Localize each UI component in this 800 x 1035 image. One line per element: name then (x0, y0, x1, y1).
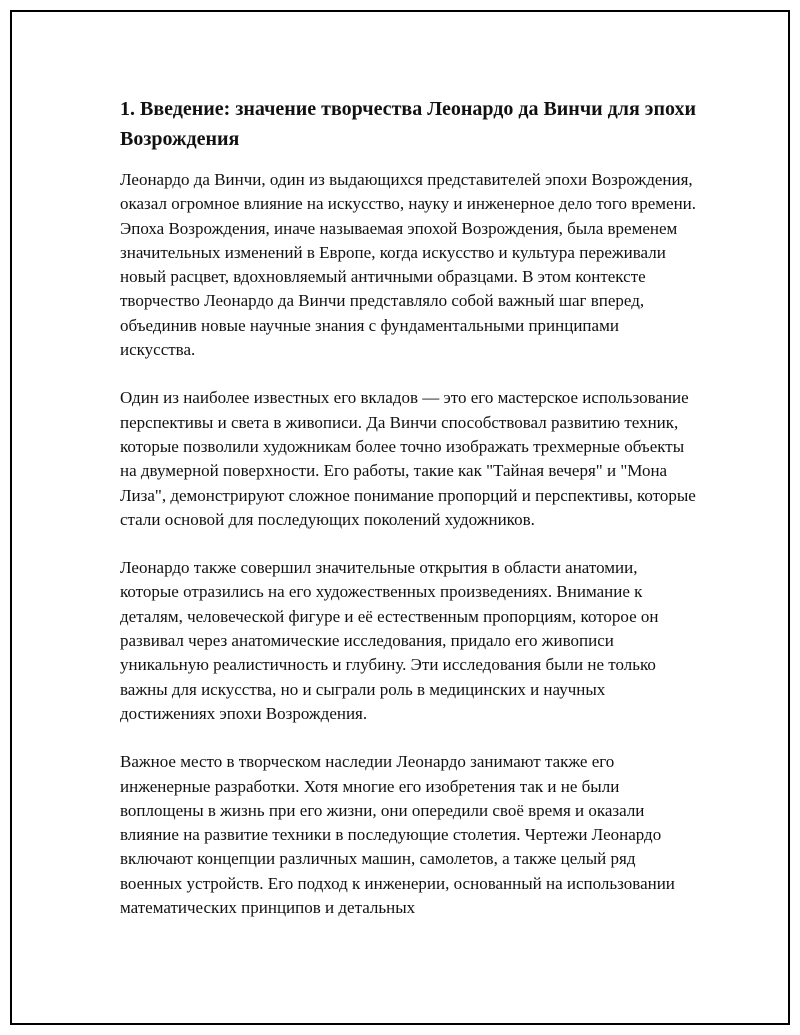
document-body (120, 94, 698, 944)
paragraph-2: Один из наиболее известных его вкладов — это его мастерское использование перспективы и света в живописи. Да Винчи способствовал развитию техник, которые позволили художникам более точно изображать трехмерные объекты на двумерной поверхности. Его работы, такие как "Тайная вечеря" и "Мона Лиза", демонстрируют сложное понимание пропорций и перспективы, которые стали основой для последующих поколений художников. (120, 388, 696, 529)
paragraph-1: Леонардо да Винчи, один из выдающихся представителей эпохи Возрождения, оказал огромное влияние на искусство, науку и инженерное дело того времени. Эпоха Возрождения, иначе называемая эпохой Возрождения, была временем значительных изменений в Европе, когда искусство и культура переживали новый расцвет, вдохновляемый античными образцами. В этом контексте творчество Леонардо да Винчи представляло собой важный шаг вперед, объединив новые научные знания с фундаментальными принципами искусства. (120, 170, 697, 360)
paragraph-3: Леонардо также совершил значительные открытия в области анатомии, которые отразились на его художественных произведениях. Внимание к деталям, человеческой фигуре и её естественным пропорциям, которое он развивал через анатомические исследования, придало его живописи уникальную реалистичность и глубину. Эти исследования были не только важны для искусства, но и сыграли роль в медицинских и научных достижениях эпохи Возрождения. (120, 558, 659, 723)
section-heading: 1. Введение: значение творчества Леонардо да Винчи для эпохи Возрождения (120, 98, 696, 150)
paragraph-4: Важное место в творческом наследии Леонардо занимают также его инженерные разработки. Хотя многие его изобретения так и не были воплощены в жизнь при его жизни, они опередили своё время и оказали влияние на развитие техники в последующие столетия. Чертежи Леонардо включают концепции различных машин, самолетов, а также целый ряд военных устройств. Его подход к инженерии, основанный на использовании математических принципов и детальных (120, 752, 675, 918)
document-page (10, 10, 790, 1025)
